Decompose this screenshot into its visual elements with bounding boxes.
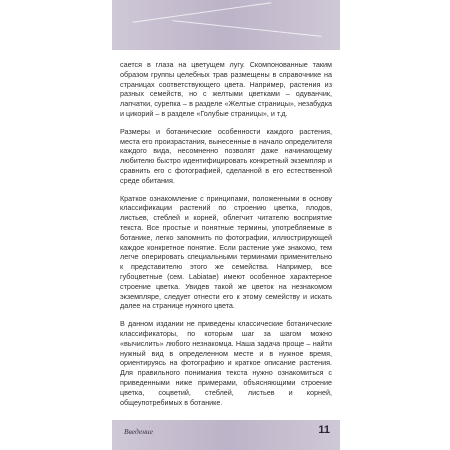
paragraph: Размеры и ботанические особенности каждого растения, места его произрастания, вынесенные в начало определителя каждого вида, несомненно позволят даже начинающему любителю быстро идентифицировать конкретный экземпляр и сравнить его с фотографией, сделанной в его естественной среде обитания. <box>120 126 332 185</box>
paragraph: сается в глаза на цветущем лугу. Скомпонованные таким образом группы целебных трав размещены в справочнике на страницах соответствующего цвета. Например, растения из разных семейств, но с желтыми цветками – одуванчик, лапчатки, сурепка – в разделе «Желтые страницы», незабудка и цикорий – в разделе «Голубые страницы», и т.д. <box>120 60 332 118</box>
paragraph: Краткое ознакомление с принципами, положенными в основу классификации растений по строению цветка, плодов, листьев, стеблей и корней, облегчит читателю восприятие текста. Все простые и понятные термины, употребляемые в ботанике, легко запомнить по фотографии, иллюстрирующей каждое конкретное понятие. Если растение уже знакомо, тем легче оперировать специальными терминами применительно к представителю этого же семейства. Например, все губоцветные (сем. Labiatae) имеют особенное характерное строение цветка. Увидев такой же цветок на незнакомом экземпляре, следует отнести его к этому семейству и искать далее на странице нужного цвета. <box>120 193 332 311</box>
page-number: 11 <box>318 424 330 436</box>
book-page <box>112 0 340 450</box>
page-body <box>120 60 332 415</box>
leaf-vein-line <box>172 20 321 37</box>
leaf-vein-line <box>133 2 272 22</box>
section-title: Введение <box>124 427 153 436</box>
decorative-header-band <box>112 0 340 50</box>
paragraph: В данном издании не приведены классические ботанические классификаторы, по которым шаг за шагом можно «вычислить» любого незнакомца. Наша задача проще – найти нужный вид в определенном месте и в нужное время, ориентируясь на фотографию и краткое описание растения. Для правильного понимания текста нужно ознакомиться с приведенными ниже примерами, объясняющими строение цветка, соцветий, стеблей, листьев и корней, общеупотребимых в ботанике. <box>120 319 332 407</box>
